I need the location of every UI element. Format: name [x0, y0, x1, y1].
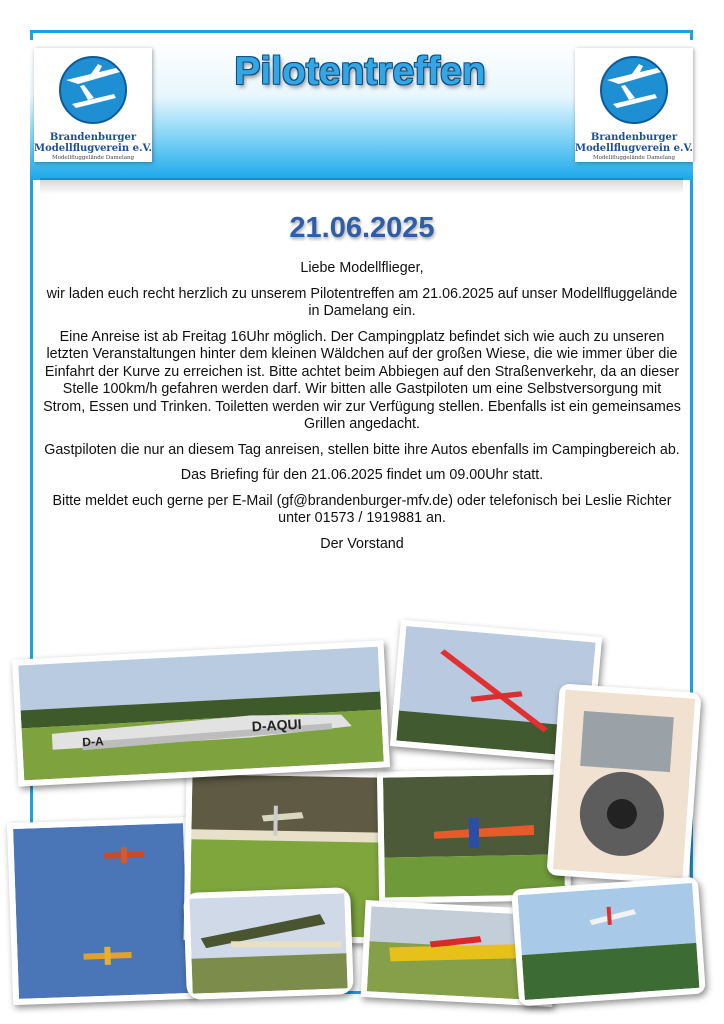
logo-subtitle: Modellfluggelände Damelang: [592, 155, 676, 161]
logo-name-line1: Brandenburger: [590, 132, 678, 143]
club-logo-right: [575, 48, 693, 162]
club-logo-left: [34, 48, 152, 162]
junkers-registration: D-AQUI: [251, 715, 302, 735]
photo-junkers: [12, 640, 390, 786]
paragraph-contact: Bitte meldet euch gerne per E-Mail (gf@brandenburger-mfv.de) oder telefonisch bei Leslie Richter unter 01573 / 1919881 an.: [52, 492, 672, 526]
logo-name-line2: Modellflugverein e.V.: [575, 143, 693, 154]
logo-name-line2: Modellflugverein e.V.: [34, 143, 152, 154]
club-emblem-icon: [599, 50, 669, 130]
photo-distant-plane: [511, 877, 706, 1007]
logo-subtitle: Modellfluggelände Damelang: [51, 155, 135, 161]
greeting: Liebe Modellflieger,: [300, 260, 424, 276]
photo-flying-plane: [377, 768, 571, 903]
page-title: Pilotentreffen: [234, 50, 486, 93]
photo-yellow-planes: [7, 817, 195, 1005]
paragraph-briefing: Das Briefing für den 21.06.2025 findet um 09.00Uhr statt.: [180, 467, 544, 483]
logo-name-line1: Brandenburger: [49, 132, 137, 143]
header-shadow: [40, 178, 683, 194]
club-emblem-icon: [58, 50, 128, 130]
paragraph-invite: wir laden euch recht herzlich zu unserem Pilotentreffen am 21.06.2025 auf unser Modellfluggelände in Damelang ein.: [46, 285, 678, 319]
paragraph-guest-pilots: Gastpiloten die nur an diesem Tag anreisen, stellen bitte ihre Autos ebenfalls im Campingbereich ab.: [44, 441, 680, 458]
event-date: 21.06.2025: [289, 212, 435, 244]
photo-radial-engine: [546, 683, 701, 884]
invitation-text: [40, 260, 684, 561]
junkers-wing-marking: D-A: [81, 734, 105, 750]
paragraph-arrival: Eine Anreise ist ab Freitag 16Uhr möglich. Der Campingplatz befindet sich wie auch zu unseren letzten Veranstaltungen hinter dem kleinen Wäldchen auf der großen Wiese, die wie immer über die Einfahrt der Kurve zu erreichen ist. Bitte achtet beim Abbiegen auf den Straßenverkehr, da an dieser Stelle 100km/h gefahren werden darf. Wir bitten alle Gastpiloten um eine Selbstversorgung mit Strom, Essen und Trinken. Toiletten werden wir zur Verfügung stellen. Ebenfalls ist ein gemeinsames Grillen angedacht.: [43, 328, 681, 432]
signature: Der Vorstand: [320, 535, 404, 552]
photo-warbird: [183, 887, 354, 1000]
